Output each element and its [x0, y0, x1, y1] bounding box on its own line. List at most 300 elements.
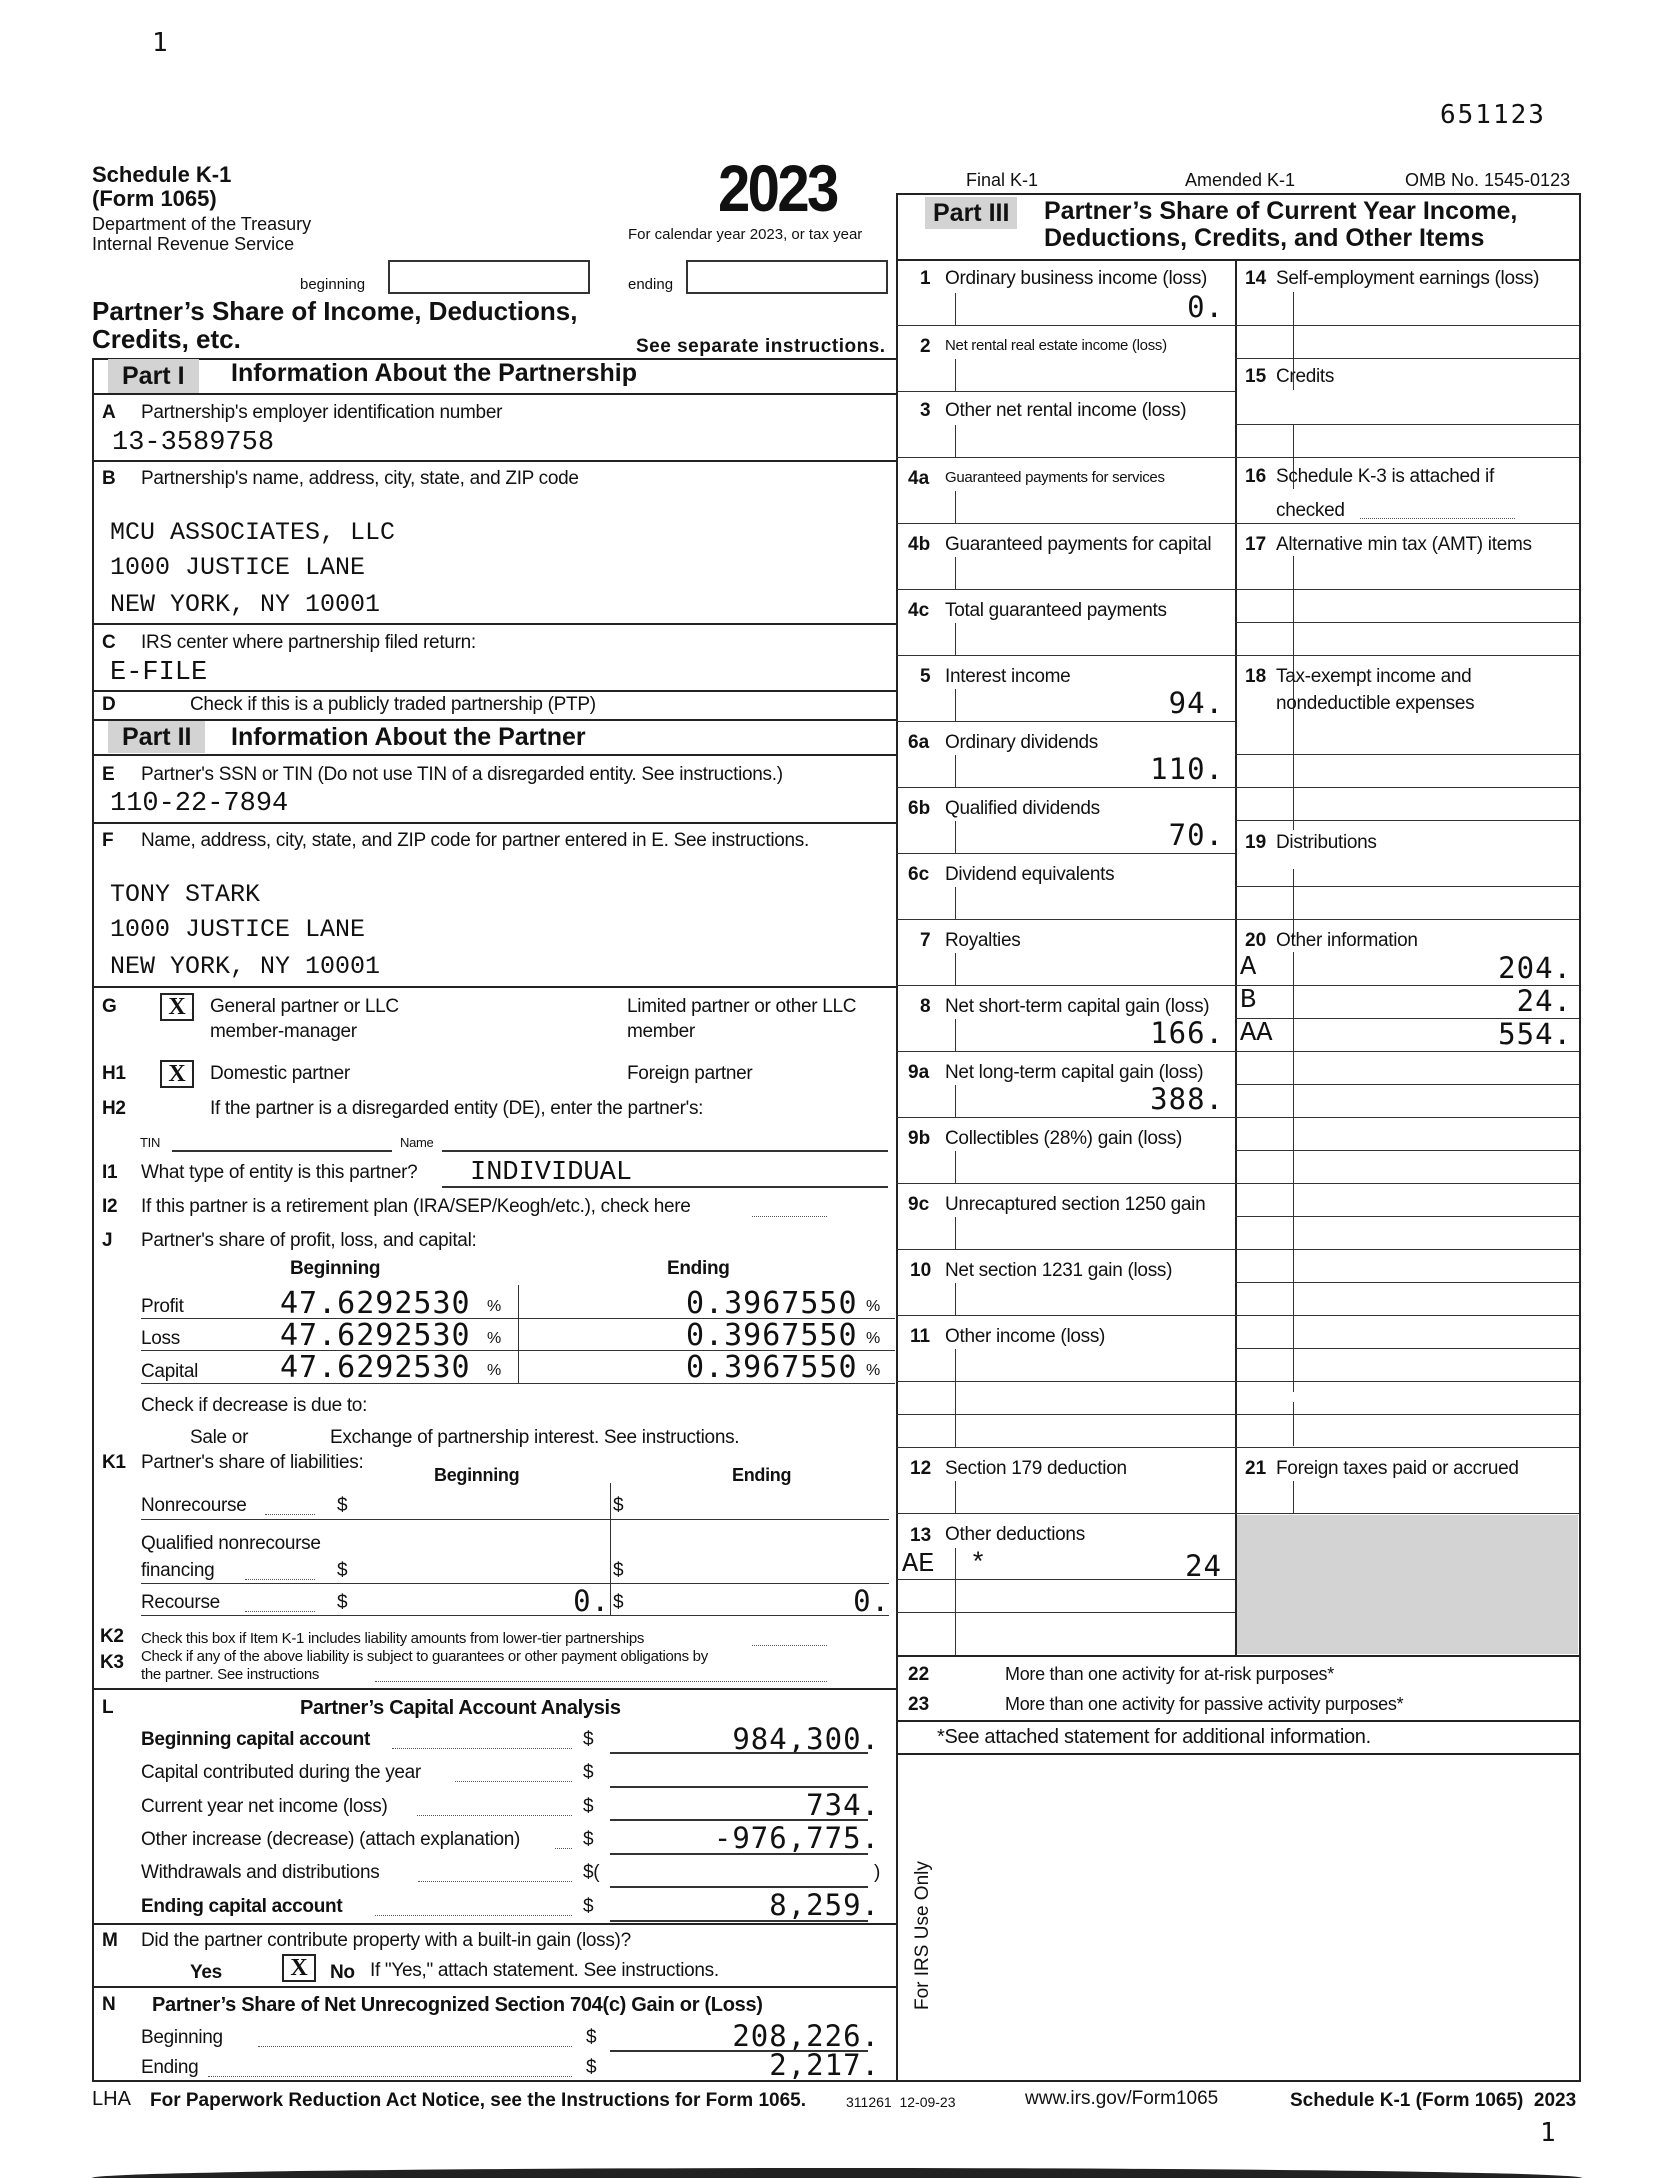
tick — [955, 953, 956, 985]
foreign-partner-label[interactable]: Foreign partner — [627, 1063, 753, 1084]
ptp-checkbox-label[interactable]: Check if this is a publicly traded partnership (PTP) — [190, 694, 596, 715]
l-label: Other increase (decrease) (attach explanation) — [141, 1829, 521, 1850]
ordinary-income-value[interactable]: 0. — [1187, 290, 1224, 324]
capital-account-title: Partner’s Capital Account Analysis — [300, 1697, 621, 1719]
l-label: Current year net income (loss) — [141, 1796, 388, 1817]
de-name-input[interactable] — [442, 1150, 888, 1152]
n-beginning-label: Beginning — [141, 2027, 223, 2048]
capital-beginning[interactable]: 47.6292530 — [280, 1350, 471, 1385]
k3-attached-checkbox-label[interactable]: checked — [1276, 500, 1345, 521]
lha-label: LHA — [92, 2088, 131, 2110]
leader-dots — [455, 1781, 572, 1782]
tax-year-ending-input[interactable] — [686, 260, 888, 294]
ending-label: ending — [628, 276, 674, 293]
tick — [955, 689, 956, 721]
divider — [1235, 919, 1579, 920]
line-label: Other income (loss) — [945, 1326, 1106, 1347]
profit-beginning[interactable]: 47.6292530 — [280, 1286, 471, 1321]
line-number: 22 — [908, 1664, 930, 1685]
item-letter: N — [102, 1994, 116, 2015]
line-number: 6a — [908, 732, 930, 753]
shaded-area — [1237, 1515, 1578, 1654]
line-number: 9b — [908, 1128, 931, 1149]
l-label: Ending capital account — [141, 1896, 343, 1917]
other-info-code[interactable]: B — [1240, 986, 1257, 1016]
form-code: 651123 — [1440, 100, 1546, 130]
divider — [896, 853, 1235, 854]
general-partner-label: General partner or LLC — [210, 996, 399, 1017]
l-label: Capital contributed during the year — [141, 1762, 421, 1783]
line-label: Guaranteed payments for capital — [945, 534, 1212, 555]
capital-ending[interactable]: 0.3967550 — [686, 1350, 858, 1385]
general-partner-label2: member-manager — [210, 1021, 357, 1042]
ein-label: Partnership's employer identification number — [141, 402, 503, 423]
k1-col-beginning: Beginning — [434, 1465, 520, 1485]
exchange-checkbox-label[interactable]: Exchange of partnership interest. See instructions. — [330, 1427, 740, 1448]
tick — [955, 1217, 956, 1249]
line-label: Schedule K-3 is attached if — [1276, 466, 1494, 487]
tick — [955, 359, 956, 391]
item-letter: D — [102, 694, 116, 715]
line-label: Net short-term capital gain (loss) — [945, 996, 1210, 1017]
line-number: 17 — [1245, 534, 1267, 555]
other-deductions-code[interactable]: AE — [902, 1550, 935, 1580]
line-label: Credits — [1276, 366, 1335, 387]
item-letter: K2 — [100, 1626, 124, 1647]
line-label: Net long-term capital gain (loss) — [945, 1062, 1204, 1083]
recourse-beginning[interactable]: 0. — [573, 1584, 610, 1618]
line-label: Total guaranteed payments — [945, 600, 1167, 621]
divider — [1235, 1348, 1579, 1349]
leader-dots — [258, 2046, 572, 2047]
line-number: 20 — [1245, 930, 1267, 951]
de-tin-input[interactable] — [172, 1150, 392, 1152]
part2-title: Information About the Partner — [231, 723, 586, 751]
long-term-gain-value[interactable]: 388. — [1150, 1082, 1224, 1116]
page-edge — [92, 2168, 1582, 2178]
divider — [1235, 523, 1579, 524]
tick — [955, 491, 956, 523]
divider — [896, 325, 1235, 326]
irs-label: Internal Revenue Service — [92, 234, 295, 254]
divider — [92, 460, 898, 462]
tick — [1293, 869, 1294, 939]
tick — [955, 1548, 956, 1655]
divider — [896, 457, 1235, 458]
divider — [896, 1447, 1235, 1448]
item-letter: H1 — [102, 1063, 126, 1084]
de-tin-label: TIN — [140, 1135, 161, 1150]
line-number: 21 — [1245, 1458, 1267, 1479]
beginning-label: beginning — [300, 276, 366, 293]
divider — [92, 754, 898, 756]
domestic-partner-label: Domestic partner — [210, 1063, 350, 1084]
divider — [92, 1986, 898, 1988]
underline — [610, 1853, 868, 1855]
item-letter: H2 — [102, 1098, 126, 1119]
irs-center-value[interactable]: E-FILE — [110, 658, 208, 688]
m-yes-label[interactable]: Yes — [190, 1962, 222, 1983]
divider — [896, 589, 1235, 590]
line-number: 18 — [1245, 666, 1267, 687]
pct: % — [866, 1330, 880, 1347]
interest-income-value[interactable]: 94. — [1168, 686, 1224, 720]
pct: % — [866, 1298, 880, 1315]
divider — [141, 1383, 895, 1384]
divider — [896, 523, 1235, 524]
omb-number: OMB No. 1545-0123 — [1405, 170, 1571, 190]
line-label2: nondeductible expenses — [1276, 693, 1475, 714]
divider — [1235, 1183, 1579, 1184]
dollar: $ — [337, 1560, 348, 1581]
line-number: 5 — [920, 666, 931, 687]
line-number: 23 — [908, 1694, 930, 1715]
item-letter: F — [102, 830, 114, 851]
domestic-partner-checkbox[interactable]: X — [160, 1060, 194, 1088]
divider — [1235, 1414, 1579, 1415]
paperwork-notice: For Paperwork Reduction Act Notice, see the Instructions for Form 1065. — [150, 2090, 806, 2111]
amended-k1-label[interactable]: Amended K-1 — [1185, 170, 1296, 190]
limited-partner-label2: member — [627, 1021, 695, 1042]
line-label: Interest income — [945, 666, 1071, 687]
dollar: $ — [583, 1762, 594, 1783]
divider — [1235, 358, 1579, 359]
pct: % — [487, 1330, 501, 1347]
line-number: 3 — [920, 400, 931, 421]
irs-url[interactable]: www.irs.gov/Form1065 — [1025, 2088, 1219, 2109]
qualified-dividends-value[interactable]: 70. — [1168, 818, 1224, 852]
j-col-ending: Ending — [667, 1258, 730, 1279]
final-k1-label[interactable]: Final K-1 — [966, 170, 1039, 190]
leader-dots — [418, 1881, 572, 1882]
partnership-name: MCU ASSOCIATES, LLC — [110, 518, 396, 547]
m-no-label: No — [330, 1962, 355, 1983]
divider — [896, 985, 1235, 986]
divider — [92, 393, 898, 395]
line-number: 4a — [908, 468, 930, 489]
line-number: 12 — [910, 1458, 932, 1479]
leader-dots — [208, 2076, 572, 2077]
divider — [896, 1249, 1235, 1250]
divider — [896, 193, 1581, 195]
divider — [896, 1655, 1581, 1657]
nonrecourse-label: Nonrecourse — [141, 1495, 247, 1516]
divider — [92, 822, 898, 824]
entity-type-label: What type of entity is this partner? — [141, 1162, 418, 1183]
line-number: 15 — [1245, 366, 1267, 387]
bottom-page-number: 1 — [1540, 2118, 1556, 2148]
divider — [1235, 1315, 1579, 1316]
part2-tag: Part II — [108, 721, 205, 753]
other-info-code[interactable]: AA — [1240, 1019, 1273, 1049]
pct: % — [487, 1298, 501, 1315]
passive-checkbox-label[interactable]: More than one activity for passive activity purposes* — [1005, 1694, 1404, 1714]
leader-dots — [245, 1611, 315, 1612]
dollar: $ — [583, 1896, 594, 1917]
k2-label[interactable]: Check this box if Item K-1 includes liability amounts from lower-tier partnerships — [141, 1630, 645, 1647]
divider — [1235, 655, 1579, 656]
share-label: Partner's share of profit, loss, and capital: — [141, 1230, 477, 1251]
line-number: 2 — [920, 336, 931, 357]
k3-label[interactable]: Check if any of the above liability is subject to guarantees or other payment obligations by — [141, 1648, 708, 1665]
k3-label2: the partner. See instructions — [141, 1666, 320, 1683]
calendar-year-label: For calendar year 2023, or tax year — [628, 226, 863, 243]
tick — [955, 755, 956, 787]
other-info-code[interactable]: A — [1240, 953, 1257, 983]
divider — [1235, 1513, 1579, 1514]
divider — [1235, 787, 1579, 788]
line-label: Collectibles (28%) gain (loss) — [945, 1128, 1183, 1149]
tick — [955, 623, 956, 655]
item-letter: I1 — [102, 1162, 118, 1183]
dollar: $ — [613, 1560, 624, 1581]
leader-dots — [392, 1748, 572, 1749]
part3-title-line1: Partner’s Share of Current Year Income, — [1044, 197, 1518, 225]
underline — [610, 1920, 868, 1922]
line-label: Alternative min tax (AMT) items — [1276, 534, 1532, 555]
form-title-line2: Credits, etc. — [92, 324, 241, 354]
divider — [896, 259, 1581, 261]
part3-tag: Part III — [925, 197, 1017, 229]
dollar: $ — [613, 1592, 624, 1613]
other-deductions-value[interactable]: 24 — [1185, 1549, 1222, 1583]
line-number: 13 — [910, 1525, 932, 1546]
center-border — [896, 193, 898, 2080]
tick — [955, 1085, 956, 1117]
divider — [1235, 589, 1579, 590]
irs-use-only-label: For IRS Use Only — [912, 1861, 933, 2010]
ein-value[interactable]: 13-3589758 — [112, 428, 275, 458]
leader-dots — [265, 1514, 315, 1515]
dollar: $ — [583, 1829, 594, 1850]
item-letter: K1 — [102, 1452, 126, 1473]
k1-col-ending: Ending — [732, 1465, 792, 1485]
divider — [1235, 424, 1579, 425]
right-border — [1579, 193, 1581, 2080]
divider — [1235, 1150, 1579, 1151]
tick — [955, 887, 956, 919]
divider — [1235, 325, 1579, 326]
form-name-footer: Schedule K-1 (Form 1065) 2023 — [1290, 2090, 1577, 2111]
net-income-value[interactable]: 734. — [806, 1788, 880, 1822]
dollar: $( — [583, 1862, 600, 1883]
line-number: 1 — [920, 268, 931, 289]
leader-dots — [555, 1848, 572, 1849]
item-letter: A — [102, 402, 116, 423]
l-label: Withdrawals and distributions — [141, 1862, 380, 1883]
tick — [1293, 1481, 1294, 1513]
line-number: 19 — [1245, 832, 1267, 853]
j-col-beginning: Beginning — [290, 1258, 381, 1279]
divider — [1235, 754, 1579, 755]
loss-ending[interactable]: 0.3967550 — [686, 1318, 858, 1353]
n-beginning-value[interactable]: 208,226. — [732, 2019, 880, 2053]
divider — [896, 1315, 1235, 1316]
see-instructions: See separate instructions. — [636, 336, 886, 357]
l-label: Beginning capital account — [141, 1729, 370, 1750]
partner-address-label: Name, address, city, state, and ZIP code for partner entered in E. See instructions. — [141, 830, 809, 851]
entity-type-value[interactable]: INDIVIDUAL — [470, 1158, 633, 1188]
form-title-line1: Partner’s Share of Income, Deductions, — [92, 296, 578, 326]
short-term-gain-value[interactable]: 166. — [1150, 1016, 1224, 1050]
item-letter: C — [102, 632, 116, 653]
line-number: 4b — [908, 534, 931, 555]
n-ending-label: Ending — [141, 2057, 199, 2078]
divider — [1235, 1117, 1579, 1118]
line-label: Distributions — [1276, 832, 1377, 853]
line-label: Self-employment earnings (loss) — [1276, 268, 1540, 289]
m-note: If "Yes," attach statement. See instructions. — [370, 1960, 719, 1981]
leader-dots — [1360, 518, 1515, 519]
divider — [1235, 820, 1579, 821]
form-number: (Form 1065) — [92, 186, 217, 211]
dollar: $ — [337, 1592, 348, 1613]
tick — [955, 293, 956, 325]
divider — [896, 1720, 1581, 1722]
divider — [896, 721, 1235, 722]
divider — [896, 1513, 1235, 1514]
divider — [1235, 1282, 1579, 1283]
line-number: 8 — [920, 996, 931, 1017]
line-number: 11 — [910, 1326, 931, 1347]
partner-ssn-value[interactable]: 110-22-7894 — [110, 789, 289, 819]
n-ending-value[interactable]: 2,217. — [769, 2048, 880, 2082]
divider — [610, 1483, 611, 1616]
sale-checkbox-label[interactable]: Sale or — [190, 1427, 249, 1448]
item-letter: K3 — [100, 1652, 124, 1673]
m-no-checkbox[interactable]: X — [282, 1954, 316, 1982]
line-label: Unrecaptured section 1250 gain — [945, 1194, 1206, 1215]
divider — [1235, 1447, 1579, 1448]
line-label: Royalties — [945, 930, 1021, 951]
divider — [896, 1051, 1235, 1052]
pct: % — [487, 1362, 501, 1379]
line-label: Guaranteed payments for services — [945, 469, 1165, 486]
line-label: Net section 1231 gain (loss) — [945, 1260, 1173, 1281]
line-number: 6b — [908, 798, 931, 819]
item-letter: E — [102, 764, 115, 785]
part1-title: Information About the Partnership — [231, 359, 638, 387]
divider — [896, 1183, 1235, 1184]
divider — [896, 391, 1235, 392]
partnership-address-label: Partnership's name, address, city, state, and ZIP code — [141, 468, 579, 489]
left-border — [92, 358, 94, 2080]
divider — [518, 1285, 519, 1383]
leader-dots — [752, 1645, 827, 1646]
profit-ending[interactable]: 0.3967550 — [686, 1286, 858, 1321]
tick — [955, 1151, 956, 1183]
tick — [955, 821, 956, 853]
beginning-capital-value[interactable]: 984,300. — [732, 1722, 880, 1756]
divider — [1235, 1381, 1579, 1382]
general-partner-checkbox[interactable]: X — [160, 993, 194, 1021]
dollar: $ — [586, 2027, 597, 2048]
partner-street: 1000 JUSTICE LANE — [110, 915, 366, 944]
line-number: 7 — [920, 930, 931, 951]
line-number: 6c — [908, 864, 930, 885]
recourse-ending[interactable]: 0. — [853, 1584, 890, 1618]
tax-year: 2023 — [718, 151, 837, 225]
divider — [92, 1923, 898, 1925]
line-label: Other information — [1276, 930, 1418, 951]
divider — [92, 623, 898, 625]
dollar: $ — [583, 1796, 594, 1817]
divider — [141, 1519, 889, 1520]
qnf-label2: financing — [141, 1560, 215, 1581]
dept-label: Department of the Treasury — [92, 214, 312, 234]
underline — [610, 1752, 868, 1754]
retirement-plan-label[interactable]: If this partner is a retirement plan (IRA/SEP/Keogh/etc.), check here — [141, 1196, 691, 1217]
loss-beginning[interactable]: 47.6292530 — [280, 1318, 471, 1353]
line-label: Ordinary dividends — [945, 732, 1099, 753]
pct: % — [866, 1362, 880, 1379]
line-label: Section 179 deduction — [945, 1458, 1127, 1479]
part3-title-line2: Deductions, Credits, and Other Items — [1044, 224, 1485, 252]
statement-marker: * — [970, 1550, 987, 1580]
ordinary-dividends-value[interactable]: 110. — [1150, 752, 1224, 786]
entity-type-underline — [442, 1186, 888, 1188]
tick — [955, 1349, 956, 1447]
item-letter: M — [102, 1930, 118, 1951]
item-letter: B — [102, 468, 116, 489]
item-letter: I2 — [102, 1196, 118, 1217]
divider — [1235, 457, 1579, 458]
decrease-label: Check if decrease is due to: — [141, 1395, 368, 1416]
top-page-number: 1 — [152, 28, 168, 58]
irs-center-label: IRS center where partnership filed return: — [141, 632, 476, 653]
partner-name: TONY STARK — [110, 880, 261, 909]
de-name-label: Name — [400, 1135, 434, 1150]
leader-dots — [375, 1915, 572, 1916]
tick — [955, 1283, 956, 1315]
qnf-label: Qualified nonrecourse — [141, 1533, 321, 1554]
other-info-value[interactable]: 204. — [1498, 951, 1572, 985]
divider — [896, 1414, 1235, 1415]
line-number: 9c — [908, 1194, 930, 1215]
limited-partner-label[interactable]: Limited partner or other LLC — [627, 996, 857, 1017]
line-label: Ordinary business income (loss) — [945, 268, 1208, 289]
tick — [955, 1019, 956, 1051]
partnership-city: NEW YORK, NY 10001 — [110, 590, 381, 619]
line-label: Qualified dividends — [945, 798, 1100, 819]
other-increase-value[interactable]: -976,775. — [713, 1821, 880, 1855]
tax-year-beginning-input[interactable] — [388, 260, 590, 294]
dollar: $ — [337, 1495, 348, 1516]
divider — [896, 655, 1235, 656]
line-label: Other net rental income (loss) — [945, 400, 1187, 421]
divider — [92, 690, 898, 692]
paren: ) — [874, 1862, 881, 1883]
divider — [1235, 1249, 1579, 1250]
other-info-value[interactable]: 554. — [1498, 1017, 1572, 1051]
other-info-value[interactable]: 24. — [1516, 984, 1572, 1018]
divider — [92, 986, 898, 988]
line-number: 16 — [1245, 466, 1267, 487]
line-number: 4c — [908, 600, 930, 621]
dollar: $ — [586, 2057, 597, 2078]
divider — [1235, 259, 1237, 1655]
divider — [896, 1381, 1235, 1382]
divider — [896, 919, 1235, 920]
partnership-street: 1000 JUSTICE LANE — [110, 553, 366, 582]
j-row-label: Loss — [141, 1328, 180, 1349]
at-risk-checkbox-label[interactable]: More than one activity for at-risk purposes* — [1005, 1664, 1334, 1684]
partner-ssn-label: Partner's SSN or TIN (Do not use TIN of a disregarded entity. See instructions.) — [141, 764, 783, 785]
divider — [92, 1688, 898, 1690]
ending-capital-value[interactable]: 8,259. — [769, 1888, 880, 1922]
item-letter: J — [102, 1230, 113, 1251]
divider — [141, 1615, 889, 1616]
